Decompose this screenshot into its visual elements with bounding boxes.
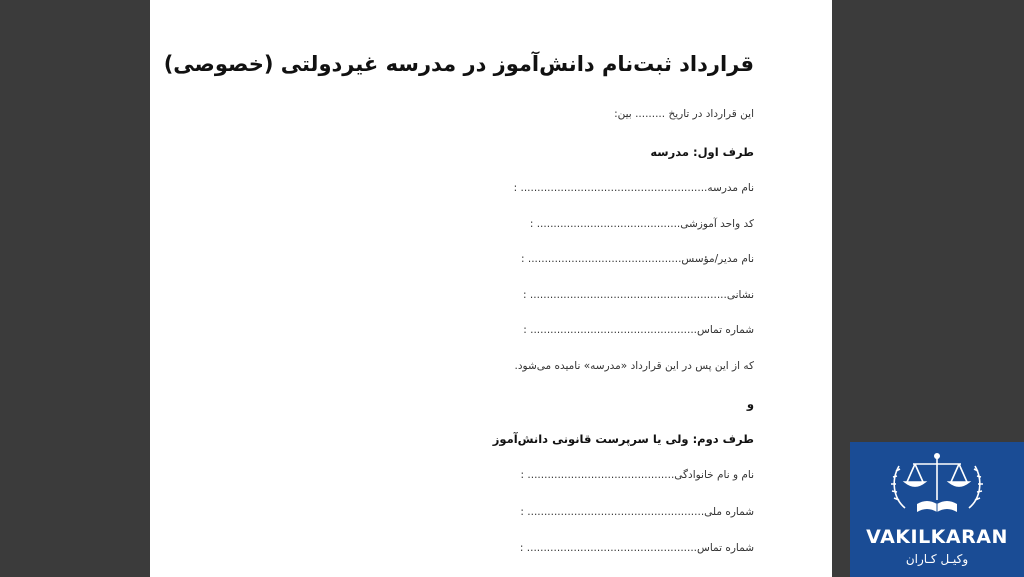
logo-brand-text: VAKILKARAN [866,526,1008,548]
party1-field-address: نشانی........................................................... : [523,289,754,301]
scales-of-justice-icon [887,448,987,526]
party1-field-unit-code: کد واحد آموزشی........................................... : [529,218,754,230]
party1-field-manager: نام مدیر/مؤسس.............................................. : [521,253,754,265]
party1-heading: طرف اول: مدرسه [650,145,754,159]
party1-note: که از این پس در این قرارداد «مدرسه» نامیده می‌شود. [514,360,754,372]
vakilkaran-logo[interactable] [850,442,1024,577]
intro-line: این قرارداد در تاریخ ......... بین: [614,108,754,120]
document-title: قرارداد ثبت‌نام دانش‌آموز در مدرسه غیردولتی (خصوصی) [163,52,754,76]
party2-field-national-id: شماره ملی..................................................... : [520,506,754,518]
party2-field-phone: شماره تماس................................................... : [519,542,754,554]
document-page [150,0,832,577]
party1-field-school-name: نام مدرسه........................................................ : [513,182,754,194]
conjunction: و [746,397,754,411]
party2-heading: طرف دوم: ولی یا سرپرست قانونی دانش‌آموز [492,432,754,446]
logo-brand-fa: وکیـل کـاران [905,552,969,566]
party2-field-fullname: نام و نام خانوادگی............................................ : [520,469,754,481]
party1-field-phone: شماره تماس.................................................. : [523,324,754,336]
